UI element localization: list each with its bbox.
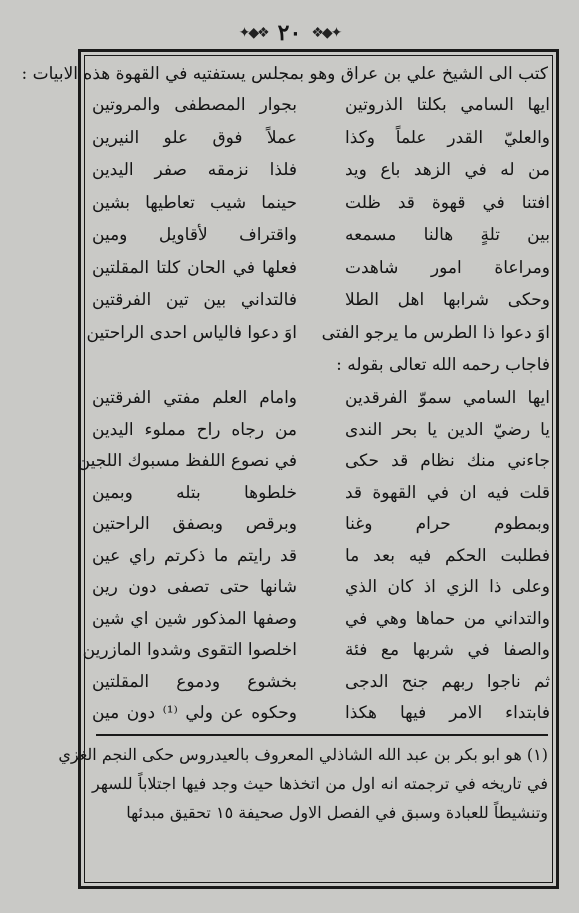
verse-first-hemistich: قلت فيه ان في القهوة قد [345,482,550,503]
verse-first-hemistich: ومراعاة امور شاهدت [345,257,550,278]
verse-first-hemistich: اوَ دعوا ذا الطرس ما يرجو الفتى [321,322,550,343]
verse-second-hemistich: فعلها في الحان كلتا المقلتين [92,257,297,278]
verse-first-hemistich: فطلبت الحكم فيه بعد ما [345,545,550,566]
verse-first-hemistich: والصفا في شربها مع فئة [345,640,550,660]
verse-row [92,478,550,509]
page-header [0,18,579,48]
page-number: ٢٠ [277,20,302,46]
verse-second-hemistich: اخلصوا التقوى وشدوا المازرين [82,640,297,660]
verse-row [92,123,550,154]
verse-first-hemistich: وعلى ذا الزي اذ كان الذي [345,577,550,597]
verse-second-hemistich: قد رايتم ما ذكرتم راي عين [92,545,297,566]
verse-second-hemistich: وبرقص وبصفق الراحتين [92,514,297,534]
verse-first-hemistich: وبمطوم حرام وغنا [345,514,550,534]
verse-second-hemistich: عملاً فوق علو النيرين [92,127,297,148]
verse-row [82,635,550,666]
ornament-right: ❖◆✦ [311,25,341,41]
verse-row [92,253,550,284]
intro-line: كتب الى الشيخ علي بن عراق وهو بمجلس يستفتيه في القهوة هذه الابيات : [21,64,548,84]
verse-first-hemistich: يا رضيّ الدين يا بحر الندى [345,419,550,440]
answer-intro: فاجاب رحمه الله تعالى بقوله : [336,355,550,375]
verse-first-hemistich: والعليّ القدر علماً وكذا [345,127,550,148]
verse-first-hemistich: فابتداء الامر فيها هكذا [345,703,550,723]
verse-row [92,90,550,121]
footnote-line: (١) هو ابو بكر بن عبد الله الشاذلي المعروف بالعيدروس حكى النجم الغزي [58,745,548,764]
verse-row [92,383,550,414]
verse-row [92,188,550,219]
verse-second-hemistich: في نصوع اللفظ مسبوك اللجين [77,451,297,471]
verse-row [92,698,550,729]
footnote-line: وتنشيطاً للعبادة وسبق في الفصل الاول صحيفة ١٥ تحقيق مبدئها [126,803,548,822]
verse-first-hemistich: جاءني منك نظام قد حكى [345,451,550,471]
verse-first-hemistich: وحكى شرابها اهل الطلا [345,290,550,310]
footnote [58,740,548,827]
verse-second-hemistich: فلذا نزمقه صفر اليدين [92,160,297,180]
verse-second-hemistich: بجوار المصطفى والمروتين [92,95,297,115]
verse-row [77,446,550,477]
verse-first-hemistich: ايها السامي سموّ الفرقدين [345,388,550,408]
verse-second-hemistich: خلطوها بتله وبمين [92,482,297,503]
verse-row [92,509,550,540]
verse-row [92,155,550,186]
verse-row [92,604,550,635]
ornament-left: ✦◆❖ [238,25,268,41]
verse-second-hemistich: فالتداني بين تين الفرقتين [92,290,297,310]
verse-row [92,667,550,698]
verse-second-hemistich: شانها حتى تصفى دون رين [92,577,297,597]
verse-second-hemistich: وصفها المذكور شين اي شين [92,608,297,629]
verse-first-hemistich: بين تلةٍ هالنا مسمعه [345,225,550,245]
verse-first-hemistich: ثم ناجوا ربهم جنح الدجى [345,671,550,692]
verse-first-hemistich: والتداني من حماها وهي في [345,608,550,629]
verse-row [92,285,550,316]
verse-second-hemistich: حينما شيب تعاطيها بشين [92,192,297,213]
verse-row [92,415,550,446]
intro-heading [21,60,548,88]
verse-second-hemistich: بخشوع ودموع المقلتين [92,671,297,692]
verse-row [86,318,550,349]
verse-row [92,220,550,251]
verse-second-hemistich: من رجاه راح مملوء اليدين [92,419,297,440]
verse-second-hemistich: وحكوه عن ولي ⁽¹⁾ دون مين [92,703,297,723]
verse-second-hemistich: وامام العلم مفتي الفرقتين [92,388,297,408]
verse-first-hemistich: ايها السامي بكلتا الذروتين [345,95,550,115]
verse-first-hemistich: من له في الزهد باع ويد [345,160,550,180]
verse-first-hemistich: افتنا في قهوة قد ظلت [345,192,550,213]
verse-second-hemistich: واقتراف لأقاويل ومين [92,225,297,245]
verse-second-hemistich: اوَ دعوا فالياس احدى الراحتين [86,322,297,343]
footnote-separator [96,734,548,736]
verse-row [92,572,550,603]
verse-row [92,541,550,572]
footnote-line: في تاريخه في ترجمته انه اول من اتخذها حيث وجد فيها اجتلاباً للسهر [92,774,548,793]
